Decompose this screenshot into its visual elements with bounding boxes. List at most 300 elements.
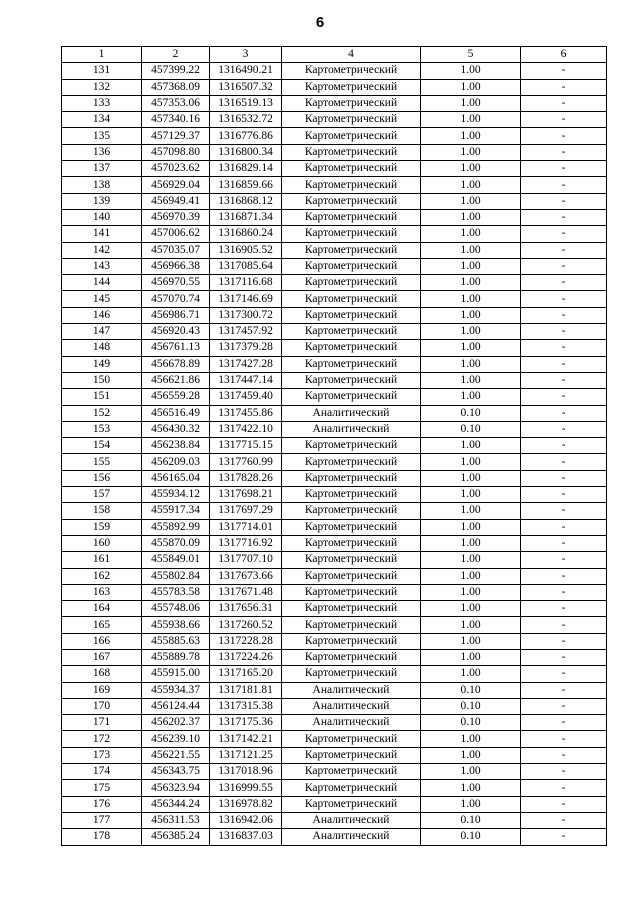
point-number-cell: 169	[62, 682, 142, 698]
table-row	[62, 829, 607, 845]
y-coordinate-cell: 1317228.28	[210, 633, 282, 649]
accuracy-cell: 0.10	[421, 405, 521, 421]
column-header-4: 4	[282, 47, 421, 63]
accuracy-cell: 1.00	[421, 780, 521, 796]
point-number-cell: 172	[62, 731, 142, 747]
method-cell: Картометрический	[282, 209, 421, 225]
point-number-cell: 166	[62, 633, 142, 649]
note-cell: -	[521, 666, 607, 682]
point-number-cell: 134	[62, 112, 142, 128]
accuracy-cell: 1.00	[421, 161, 521, 177]
x-coordinate-cell: 457129.37	[142, 128, 210, 144]
x-coordinate-cell: 456559.28	[142, 389, 210, 405]
note-cell: -	[521, 568, 607, 584]
table-row	[62, 519, 607, 535]
point-number-cell: 154	[62, 438, 142, 454]
note-cell: -	[521, 682, 607, 698]
note-cell: -	[521, 503, 607, 519]
note-cell: -	[521, 649, 607, 665]
method-cell: Картометрический	[282, 389, 421, 405]
accuracy-cell: 1.00	[421, 177, 521, 193]
accuracy-cell: 0.10	[421, 812, 521, 828]
table-row	[62, 258, 607, 274]
accuracy-cell: 1.00	[421, 796, 521, 812]
accuracy-cell: 1.00	[421, 568, 521, 584]
note-cell: -	[521, 258, 607, 274]
accuracy-cell: 0.10	[421, 829, 521, 845]
x-coordinate-cell: 456970.39	[142, 209, 210, 225]
table-row	[62, 796, 607, 812]
x-coordinate-cell: 456970.55	[142, 275, 210, 291]
point-number-cell: 135	[62, 128, 142, 144]
table-row	[62, 601, 607, 617]
point-number-cell: 152	[62, 405, 142, 421]
note-cell: -	[521, 144, 607, 160]
method-cell: Картометрический	[282, 470, 421, 486]
accuracy-cell: 1.00	[421, 389, 521, 405]
y-coordinate-cell: 1317146.69	[210, 291, 282, 307]
y-coordinate-cell: 1317455.86	[210, 405, 282, 421]
method-cell: Картометрический	[282, 633, 421, 649]
table-row	[62, 812, 607, 828]
column-header-6: 6	[521, 47, 607, 63]
y-coordinate-cell: 1316519.13	[210, 95, 282, 111]
y-coordinate-cell: 1317142.21	[210, 731, 282, 747]
y-coordinate-cell: 1317457.92	[210, 324, 282, 340]
y-coordinate-cell: 1316868.12	[210, 193, 282, 209]
method-cell: Картометрический	[282, 275, 421, 291]
note-cell: -	[521, 601, 607, 617]
y-coordinate-cell: 1316871.34	[210, 209, 282, 225]
x-coordinate-cell: 457070.74	[142, 291, 210, 307]
table-row	[62, 242, 607, 258]
point-number-cell: 163	[62, 584, 142, 600]
note-cell: -	[521, 731, 607, 747]
page-number: 6	[315, 14, 325, 31]
note-cell: -	[521, 812, 607, 828]
y-coordinate-cell: 1316507.32	[210, 79, 282, 95]
method-cell: Картометрический	[282, 291, 421, 307]
method-cell: Картометрический	[282, 764, 421, 780]
note-cell: -	[521, 128, 607, 144]
note-cell: -	[521, 307, 607, 323]
x-coordinate-cell: 457399.22	[142, 63, 210, 79]
table-row	[62, 780, 607, 796]
x-coordinate-cell: 456221.55	[142, 747, 210, 763]
table-row	[62, 649, 607, 665]
x-coordinate-cell: 456238.84	[142, 438, 210, 454]
point-number-cell: 174	[62, 764, 142, 780]
y-coordinate-cell: 1317715.15	[210, 438, 282, 454]
x-coordinate-cell: 455892.99	[142, 519, 210, 535]
table-row	[62, 161, 607, 177]
point-number-cell: 139	[62, 193, 142, 209]
point-number-cell: 165	[62, 617, 142, 633]
note-cell: -	[521, 193, 607, 209]
y-coordinate-cell: 1317315.38	[210, 698, 282, 714]
note-cell: -	[521, 470, 607, 486]
y-coordinate-cell: 1317714.01	[210, 519, 282, 535]
x-coordinate-cell: 456621.86	[142, 372, 210, 388]
note-cell: -	[521, 519, 607, 535]
y-coordinate-cell: 1317116.68	[210, 275, 282, 291]
method-cell: Аналитический	[282, 421, 421, 437]
accuracy-cell: 1.00	[421, 617, 521, 633]
accuracy-cell: 1.00	[421, 503, 521, 519]
y-coordinate-cell: 1317459.40	[210, 389, 282, 405]
accuracy-cell: 1.00	[421, 112, 521, 128]
accuracy-cell: 1.00	[421, 470, 521, 486]
note-cell: -	[521, 764, 607, 780]
note-cell: -	[521, 242, 607, 258]
y-coordinate-cell: 1317422.10	[210, 421, 282, 437]
accuracy-cell: 1.00	[421, 666, 521, 682]
y-coordinate-cell: 1317760.99	[210, 454, 282, 470]
accuracy-cell: 1.00	[421, 454, 521, 470]
accuracy-cell: 1.00	[421, 128, 521, 144]
point-number-cell: 161	[62, 552, 142, 568]
note-cell: -	[521, 79, 607, 95]
note-cell: -	[521, 584, 607, 600]
method-cell: Картометрический	[282, 747, 421, 763]
method-cell: Картометрический	[282, 617, 421, 633]
accuracy-cell: 1.00	[421, 487, 521, 503]
method-cell: Аналитический	[282, 698, 421, 714]
x-coordinate-cell: 455917.34	[142, 503, 210, 519]
point-number-cell: 142	[62, 242, 142, 258]
note-cell: -	[521, 177, 607, 193]
table-row	[62, 144, 607, 160]
y-coordinate-cell: 1317224.26	[210, 649, 282, 665]
accuracy-cell: 1.00	[421, 95, 521, 111]
method-cell: Картометрический	[282, 79, 421, 95]
method-cell: Картометрический	[282, 340, 421, 356]
point-number-cell: 178	[62, 829, 142, 845]
method-cell: Аналитический	[282, 405, 421, 421]
point-number-cell: 144	[62, 275, 142, 291]
table-row	[62, 747, 607, 763]
point-number-cell: 131	[62, 63, 142, 79]
x-coordinate-cell: 456430.32	[142, 421, 210, 437]
x-coordinate-cell: 456311.53	[142, 812, 210, 828]
note-cell: -	[521, 340, 607, 356]
x-coordinate-cell: 455938.66	[142, 617, 210, 633]
table-row	[62, 682, 607, 698]
note-cell: -	[521, 454, 607, 470]
point-number-cell: 149	[62, 356, 142, 372]
table-row	[62, 568, 607, 584]
accuracy-cell: 1.00	[421, 63, 521, 79]
method-cell: Аналитический	[282, 682, 421, 698]
table-row	[62, 698, 607, 714]
x-coordinate-cell: 456239.10	[142, 731, 210, 747]
accuracy-cell: 1.00	[421, 519, 521, 535]
accuracy-cell: 1.00	[421, 209, 521, 225]
x-coordinate-cell: 456761.13	[142, 340, 210, 356]
accuracy-cell: 1.00	[421, 258, 521, 274]
accuracy-cell: 1.00	[421, 79, 521, 95]
accuracy-cell: 0.10	[421, 715, 521, 731]
method-cell: Аналитический	[282, 812, 421, 828]
table-body	[62, 63, 607, 845]
accuracy-cell: 1.00	[421, 275, 521, 291]
method-cell: Картометрический	[282, 242, 421, 258]
table-row	[62, 715, 607, 731]
method-cell: Картометрический	[282, 503, 421, 519]
table-row	[62, 666, 607, 682]
method-cell: Картометрический	[282, 552, 421, 568]
table-row	[62, 421, 607, 437]
point-number-cell: 147	[62, 324, 142, 340]
point-number-cell: 158	[62, 503, 142, 519]
table-row	[62, 226, 607, 242]
table-row	[62, 128, 607, 144]
x-coordinate-cell: 456209.03	[142, 454, 210, 470]
method-cell: Картометрический	[282, 324, 421, 340]
coordinates-table	[61, 46, 607, 846]
note-cell: -	[521, 324, 607, 340]
point-number-cell: 177	[62, 812, 142, 828]
x-coordinate-cell: 456966.38	[142, 258, 210, 274]
method-cell: Аналитический	[282, 829, 421, 845]
accuracy-cell: 0.10	[421, 682, 521, 698]
point-number-cell: 132	[62, 79, 142, 95]
x-coordinate-cell: 455870.09	[142, 535, 210, 551]
y-coordinate-cell: 1317379.28	[210, 340, 282, 356]
point-number-cell: 145	[62, 291, 142, 307]
method-cell: Аналитический	[282, 715, 421, 731]
accuracy-cell: 1.00	[421, 226, 521, 242]
note-cell: -	[521, 780, 607, 796]
x-coordinate-cell: 456343.75	[142, 764, 210, 780]
point-number-cell: 136	[62, 144, 142, 160]
method-cell: Картометрический	[282, 307, 421, 323]
table-row	[62, 470, 607, 486]
point-number-cell: 162	[62, 568, 142, 584]
method-cell: Картометрический	[282, 649, 421, 665]
y-coordinate-cell: 1317671.48	[210, 584, 282, 600]
method-cell: Картометрический	[282, 372, 421, 388]
note-cell: -	[521, 389, 607, 405]
note-cell: -	[521, 356, 607, 372]
table-row	[62, 307, 607, 323]
method-cell: Картометрический	[282, 519, 421, 535]
table-row	[62, 356, 607, 372]
y-coordinate-cell: 1317260.52	[210, 617, 282, 633]
method-cell: Картометрический	[282, 731, 421, 747]
table-row	[62, 503, 607, 519]
method-cell: Картометрический	[282, 487, 421, 503]
note-cell: -	[521, 715, 607, 731]
method-cell: Картометрический	[282, 177, 421, 193]
accuracy-cell: 1.00	[421, 601, 521, 617]
column-header-1: 1	[62, 47, 142, 63]
y-coordinate-cell: 1316800.34	[210, 144, 282, 160]
accuracy-cell: 1.00	[421, 144, 521, 160]
note-cell: -	[521, 226, 607, 242]
y-coordinate-cell: 1317181.81	[210, 682, 282, 698]
note-cell: -	[521, 209, 607, 225]
x-coordinate-cell: 457006.62	[142, 226, 210, 242]
y-coordinate-cell: 1317427.28	[210, 356, 282, 372]
y-coordinate-cell: 1317697.29	[210, 503, 282, 519]
point-number-cell: 151	[62, 389, 142, 405]
accuracy-cell: 1.00	[421, 731, 521, 747]
y-coordinate-cell: 1317085.64	[210, 258, 282, 274]
note-cell: -	[521, 796, 607, 812]
x-coordinate-cell: 456165.04	[142, 470, 210, 486]
table-row	[62, 275, 607, 291]
point-number-cell: 148	[62, 340, 142, 356]
note-cell: -	[521, 372, 607, 388]
note-cell: -	[521, 698, 607, 714]
method-cell: Картометрический	[282, 63, 421, 79]
point-number-cell: 160	[62, 535, 142, 551]
x-coordinate-cell: 457353.06	[142, 95, 210, 111]
y-coordinate-cell: 1317716.92	[210, 535, 282, 551]
method-cell: Картометрический	[282, 193, 421, 209]
x-coordinate-cell: 455802.84	[142, 568, 210, 584]
note-cell: -	[521, 275, 607, 291]
table-row	[62, 79, 607, 95]
x-coordinate-cell: 456202.37	[142, 715, 210, 731]
point-number-cell: 138	[62, 177, 142, 193]
y-coordinate-cell: 1316999.55	[210, 780, 282, 796]
table-row	[62, 95, 607, 111]
note-cell: -	[521, 829, 607, 845]
note-cell: -	[521, 63, 607, 79]
table-row	[62, 552, 607, 568]
method-cell: Картометрический	[282, 584, 421, 600]
point-number-cell: 143	[62, 258, 142, 274]
point-number-cell: 153	[62, 421, 142, 437]
y-coordinate-cell: 1316978.82	[210, 796, 282, 812]
x-coordinate-cell: 456344.24	[142, 796, 210, 812]
table-row	[62, 112, 607, 128]
accuracy-cell: 1.00	[421, 584, 521, 600]
x-coordinate-cell: 456929.04	[142, 177, 210, 193]
method-cell: Картометрический	[282, 95, 421, 111]
method-cell: Картометрический	[282, 535, 421, 551]
point-number-cell: 173	[62, 747, 142, 763]
accuracy-cell: 1.00	[421, 438, 521, 454]
y-coordinate-cell: 1316860.24	[210, 226, 282, 242]
x-coordinate-cell: 455934.37	[142, 682, 210, 698]
note-cell: -	[521, 161, 607, 177]
note-cell: -	[521, 421, 607, 437]
accuracy-cell: 1.00	[421, 747, 521, 763]
y-coordinate-cell: 1317018.96	[210, 764, 282, 780]
x-coordinate-cell: 455748.06	[142, 601, 210, 617]
accuracy-cell: 1.00	[421, 535, 521, 551]
y-coordinate-cell: 1317656.31	[210, 601, 282, 617]
accuracy-cell: 1.00	[421, 552, 521, 568]
accuracy-cell: 0.10	[421, 698, 521, 714]
table-row	[62, 487, 607, 503]
x-coordinate-cell: 455934.12	[142, 487, 210, 503]
table-row	[62, 584, 607, 600]
x-coordinate-cell: 456323.94	[142, 780, 210, 796]
note-cell: -	[521, 633, 607, 649]
point-number-cell: 146	[62, 307, 142, 323]
column-header-2: 2	[142, 47, 210, 63]
note-cell: -	[521, 405, 607, 421]
table-row	[62, 405, 607, 421]
point-number-cell: 167	[62, 649, 142, 665]
table-row	[62, 617, 607, 633]
table-header-row	[62, 47, 607, 63]
y-coordinate-cell: 1317175.36	[210, 715, 282, 731]
note-cell: -	[521, 535, 607, 551]
y-coordinate-cell: 1317447.14	[210, 372, 282, 388]
note-cell: -	[521, 552, 607, 568]
table-row	[62, 389, 607, 405]
x-coordinate-cell: 457098.80	[142, 144, 210, 160]
accuracy-cell: 1.00	[421, 649, 521, 665]
method-cell: Картометрический	[282, 796, 421, 812]
column-header-5: 5	[421, 47, 521, 63]
table-row	[62, 438, 607, 454]
x-coordinate-cell: 455849.01	[142, 552, 210, 568]
accuracy-cell: 1.00	[421, 633, 521, 649]
table-row	[62, 324, 607, 340]
y-coordinate-cell: 1316490.21	[210, 63, 282, 79]
point-number-cell: 155	[62, 454, 142, 470]
method-cell: Картометрический	[282, 161, 421, 177]
x-coordinate-cell: 457035.07	[142, 242, 210, 258]
method-cell: Картометрический	[282, 258, 421, 274]
x-coordinate-cell: 457368.09	[142, 79, 210, 95]
method-cell: Картометрический	[282, 438, 421, 454]
accuracy-cell: 0.10	[421, 421, 521, 437]
accuracy-cell: 1.00	[421, 307, 521, 323]
x-coordinate-cell: 456986.71	[142, 307, 210, 323]
accuracy-cell: 1.00	[421, 324, 521, 340]
x-coordinate-cell: 455885.63	[142, 633, 210, 649]
x-coordinate-cell: 457023.62	[142, 161, 210, 177]
point-number-cell: 150	[62, 372, 142, 388]
point-number-cell: 170	[62, 698, 142, 714]
point-number-cell: 164	[62, 601, 142, 617]
x-coordinate-cell: 456920.43	[142, 324, 210, 340]
accuracy-cell: 1.00	[421, 340, 521, 356]
table-row	[62, 454, 607, 470]
method-cell: Картометрический	[282, 144, 421, 160]
method-cell: Картометрический	[282, 666, 421, 682]
y-coordinate-cell: 1316532.72	[210, 112, 282, 128]
y-coordinate-cell: 1317698.21	[210, 487, 282, 503]
table-row	[62, 372, 607, 388]
accuracy-cell: 1.00	[421, 242, 521, 258]
y-coordinate-cell: 1317707.10	[210, 552, 282, 568]
x-coordinate-cell: 455783.58	[142, 584, 210, 600]
method-cell: Картометрический	[282, 568, 421, 584]
column-header-3: 3	[210, 47, 282, 63]
table-row	[62, 535, 607, 551]
method-cell: Картометрический	[282, 226, 421, 242]
y-coordinate-cell: 1317673.66	[210, 568, 282, 584]
x-coordinate-cell: 456678.89	[142, 356, 210, 372]
point-number-cell: 133	[62, 95, 142, 111]
accuracy-cell: 1.00	[421, 193, 521, 209]
y-coordinate-cell: 1316829.14	[210, 161, 282, 177]
method-cell: Картометрический	[282, 128, 421, 144]
accuracy-cell: 1.00	[421, 372, 521, 388]
x-coordinate-cell: 457340.16	[142, 112, 210, 128]
point-number-cell: 176	[62, 796, 142, 812]
x-coordinate-cell: 456949.41	[142, 193, 210, 209]
x-coordinate-cell: 456516.49	[142, 405, 210, 421]
